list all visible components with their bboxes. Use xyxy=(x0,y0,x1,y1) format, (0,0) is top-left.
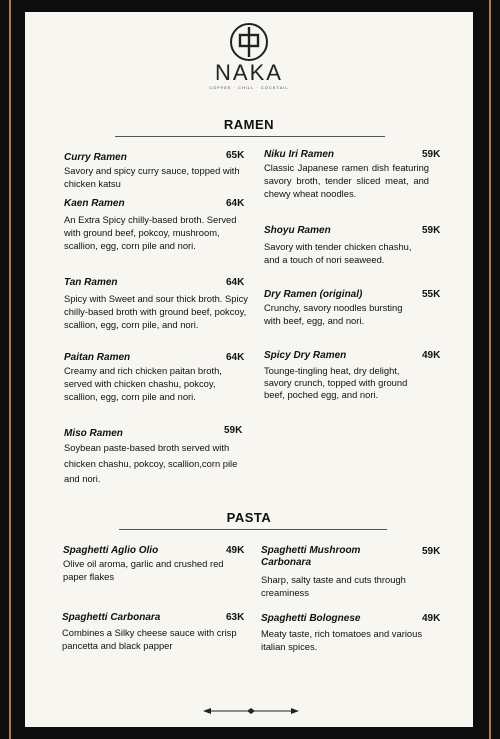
pasta-section-title: PASTA xyxy=(226,510,272,525)
item-description: Spicy with Sweet and sour thick broth. Spicy chilly-based broth with ground beef, pokcoy, scallion, egg, corn pile, and nori. xyxy=(64,293,248,330)
ramen-section-title: RAMEN xyxy=(223,117,275,132)
item-name: Spaghetti Mushroom Carbonara xyxy=(261,545,361,568)
item-description: Creamy and rich chicken paitan broth, served with chicken chashu, pokcoy, scallion, egg, corn pile and nori. xyxy=(64,365,222,402)
item-price: 65K xyxy=(226,150,245,161)
item-price: 64K xyxy=(226,352,245,363)
item-price: 59K xyxy=(422,225,441,236)
left-border-line xyxy=(9,0,11,739)
item-price: 59K xyxy=(422,546,441,557)
menu-item xyxy=(264,149,429,200)
item-price: 63K xyxy=(226,612,245,623)
item-description: Meaty taste, rich tomatoes and various italian spices. xyxy=(261,628,423,652)
ramen-divider xyxy=(115,136,385,137)
item-price: 64K xyxy=(226,198,245,209)
pasta-divider xyxy=(119,529,387,530)
item-name: Spaghetti Carbonara xyxy=(62,612,161,623)
menu-item xyxy=(64,198,239,252)
item-name: Niku Iri Ramen xyxy=(264,149,335,160)
item-name: Spaghetti Aglio Olio xyxy=(63,545,159,556)
item-price: 49K xyxy=(422,613,441,624)
menu-item xyxy=(64,277,250,331)
right-border-line xyxy=(489,0,491,739)
item-price: 49K xyxy=(422,350,441,361)
item-description: Combines a Silky cheese sauce with crisp pancetta and black papper xyxy=(62,627,237,651)
item-name: Spaghetti Bolognese xyxy=(261,613,361,624)
menu-item xyxy=(264,289,414,327)
item-description: An Extra Spicy chilly-based broth. Served with ground beef, pokcoy, mushroom, scallion, egg, corn pile and nori. xyxy=(64,214,237,251)
item-price: 59K xyxy=(224,425,243,436)
item-name: Paitan Ramen xyxy=(64,352,131,363)
item-price: 59K xyxy=(422,149,441,160)
item-price: 64K xyxy=(226,277,245,288)
item-description: Tounge-tingling heat, dry delight, savory crunch, topped with ground beef, poched egg, and nori. xyxy=(264,365,408,400)
menu-item xyxy=(62,612,247,652)
item-price: 55K xyxy=(422,289,441,300)
menu-item xyxy=(64,428,239,487)
item-name: Miso Ramen xyxy=(64,428,123,439)
menu-item xyxy=(264,225,414,266)
item-description: Savory and spicy curry sauce, topped with chicken katsu xyxy=(64,165,240,189)
menu-item xyxy=(261,613,426,653)
menu-item xyxy=(64,152,246,190)
item-name: Shoyu Ramen xyxy=(264,225,331,236)
menu-item xyxy=(63,545,241,583)
item-description: Classic Japanese ramen dish featuring savory broth, tender sliced meat, and chewy wheat noodles. xyxy=(264,162,429,199)
item-name: Kaen Ramen xyxy=(64,198,125,209)
item-description: Sharp, salty taste and cuts through creaminess xyxy=(261,574,406,598)
item-name: Curry Ramen xyxy=(64,152,127,163)
brand-logo xyxy=(25,22,473,90)
brand-name: NAKA xyxy=(215,60,283,85)
item-name: Dry Ramen (original) xyxy=(264,289,363,300)
menu-item xyxy=(264,350,416,401)
menu-page xyxy=(25,12,473,727)
item-name: Spicy Dry Ramen xyxy=(264,350,347,361)
item-description: Savory with tender chicken chashu, and a touch of nori seaweed. xyxy=(264,241,412,265)
menu-item xyxy=(261,545,441,599)
item-name: Tan Ramen xyxy=(64,277,118,288)
menu-item xyxy=(64,352,234,403)
item-description: Crunchy, savory noodles bursting with beef, egg, and nori. xyxy=(264,302,403,326)
item-description: Soybean paste-based broth served with chicken chashu, pokcoy, scallion,corn pile and nori. xyxy=(64,442,238,484)
arrow-ornament-icon xyxy=(203,706,299,716)
item-description: Olive oil aroma, garlic and crushed red paper flakes xyxy=(63,558,224,582)
naka-emblem-icon xyxy=(229,22,269,62)
item-price: 49K xyxy=(226,545,245,556)
brand-tagline: COFFEE · CHILL · COCKTAIL xyxy=(209,85,289,90)
